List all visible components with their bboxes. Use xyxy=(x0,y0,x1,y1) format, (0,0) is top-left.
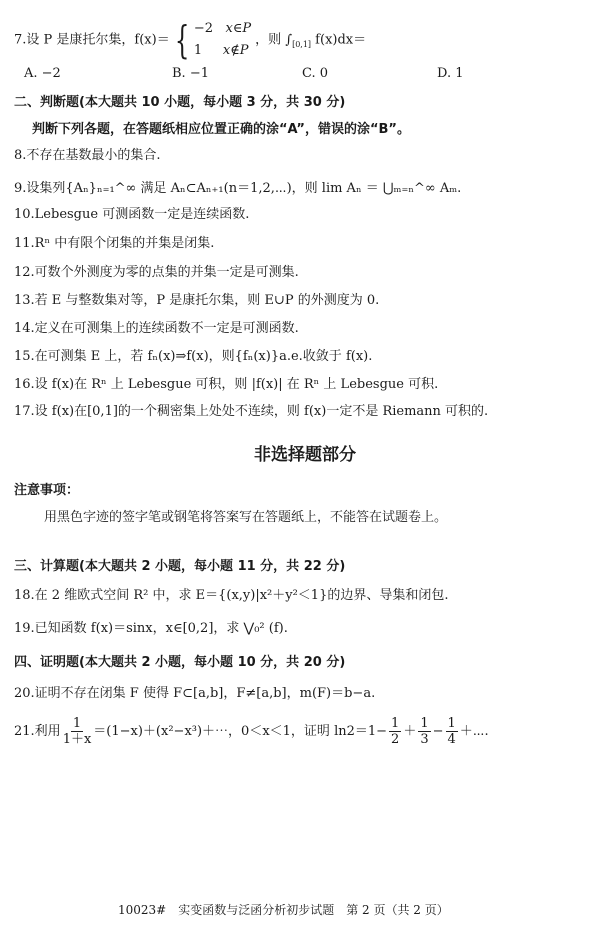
question-20: 20.证明不存在闭集 F 使得 F⊂[a,b]，F≠[a,b]，m(F)＝b−a. xyxy=(14,686,376,701)
option-d: D. 1 xyxy=(437,66,464,81)
section2-header: 二、判断题(本大题共 10 小题，每小题 3 分，共 30 分) xyxy=(14,95,346,110)
notice-body: 用黑色字迹的签字笔或钢笔将答案写在答题纸上，不能答在试题卷上。 xyxy=(44,510,448,525)
operator: ＋ xyxy=(403,724,417,739)
fraction-third xyxy=(418,716,430,747)
q7-integrand: f(x)dx＝ xyxy=(311,32,367,48)
fraction-quarter xyxy=(446,716,458,747)
fraction-half xyxy=(389,716,401,747)
question-11: 11.Rⁿ 中有限个闭集的并集是闭集. xyxy=(14,236,215,251)
q21-mid: ＝(1−x)＋(x²−x³)＋⋯，0＜x＜1，证明 ln2＝1− xyxy=(93,724,388,739)
question-18: 18.在 2 维欧式空间 R² 中，求 E＝{(x,y)|x²＋y²＜1}的边界、导集和闭包. xyxy=(14,588,449,603)
q7-prefix: 7.设 P 是康托尔集，f(x)＝ xyxy=(14,32,170,48)
brace: { xyxy=(174,18,190,62)
numerator: 1 xyxy=(72,716,82,731)
section4-header: 四、证明题(本大题共 2 小题，每小题 10 分，共 20 分) xyxy=(14,655,346,670)
part-title: 非选择题部分 xyxy=(254,445,356,465)
section2-instruction: 判断下列各题，在答题纸相应位置正确的涂“A”，错误的涂“B”。 xyxy=(32,122,410,137)
case1-value: −2 xyxy=(193,21,214,36)
question-8: 8.不存在基数最小的集合. xyxy=(14,148,161,163)
option-c: C. 0 xyxy=(302,66,329,81)
question-15: 15.在可测集 E 上，若 fₙ(x)⇒f(x)，则{fₙ(x)}a.e.收敛于 f(x). xyxy=(14,349,373,364)
question-12: 12.可数个外测度为零的点集的并集一定是可测集. xyxy=(14,265,299,280)
question-17: 17.设 f(x)在[0,1]的一个稠密集上处处不连续，则 f(x)一定不是 Riemann 可积的. xyxy=(14,404,489,419)
question-13: 13.若 E 与整数集对等，P 是康托尔集，则 E∪P 的外测度为 0. xyxy=(14,293,380,308)
option-a: A. −2 xyxy=(24,66,61,81)
notice-title: 注意事项： xyxy=(14,483,80,498)
question-14: 14.定义在可测集上的连续函数不一定是可测函数. xyxy=(14,321,299,336)
integral-interval: [0,1] xyxy=(292,40,312,50)
operator: − xyxy=(432,724,444,739)
case1-cond: x∈P xyxy=(225,21,252,36)
piecewise xyxy=(194,18,251,62)
page-footer: 10023# 实变函数与泛函分析初步试题 第 2 页（共 2 页） xyxy=(118,903,449,917)
question-10: 10.Lebesgue 可测函数一定是连续函数. xyxy=(14,207,250,222)
numerator: 1 xyxy=(447,716,456,731)
question-9: 9.设集列{Aₙ}ₙ₌₁^∞ 满足 Aₙ⊂Aₙ₊₁(n＝1,2,⋯)，则 lim Aₙ ＝ ⋃ₘ₌ₙ^∞ Aₘ. xyxy=(14,181,462,196)
denominator: 2 xyxy=(391,732,400,747)
section3-header: 三、计算题(本大题共 2 小题，每小题 11 分，共 22 分) xyxy=(14,559,346,574)
fraction xyxy=(63,716,92,747)
q7-suffix: ，则 ∫ xyxy=(255,32,293,48)
option-b: B. −1 xyxy=(172,66,209,81)
numerator: 1 xyxy=(391,716,400,731)
q21-tail: ＋⋯. xyxy=(459,724,489,739)
numerator: 1 xyxy=(420,716,429,731)
question-16: 16.设 f(x)在 Rⁿ 上 Lebesgue 可积，则 |f(x)| 在 Rⁿ 上 Lebesgue 可积. xyxy=(14,377,439,392)
question-19: 19.已知函数 f(x)＝sinx，x∈[0,2]，求 ⋁₀² (f). xyxy=(14,621,288,636)
q21-prefix: 21.利用 xyxy=(14,724,61,739)
question-21 xyxy=(14,716,489,747)
denominator: 1＋x xyxy=(62,732,92,747)
case2-value: 1 xyxy=(193,43,203,58)
case2-cond: x∉P xyxy=(222,43,249,58)
question-7 xyxy=(14,18,366,62)
denominator: 4 xyxy=(447,732,456,747)
denominator: 3 xyxy=(420,732,429,747)
